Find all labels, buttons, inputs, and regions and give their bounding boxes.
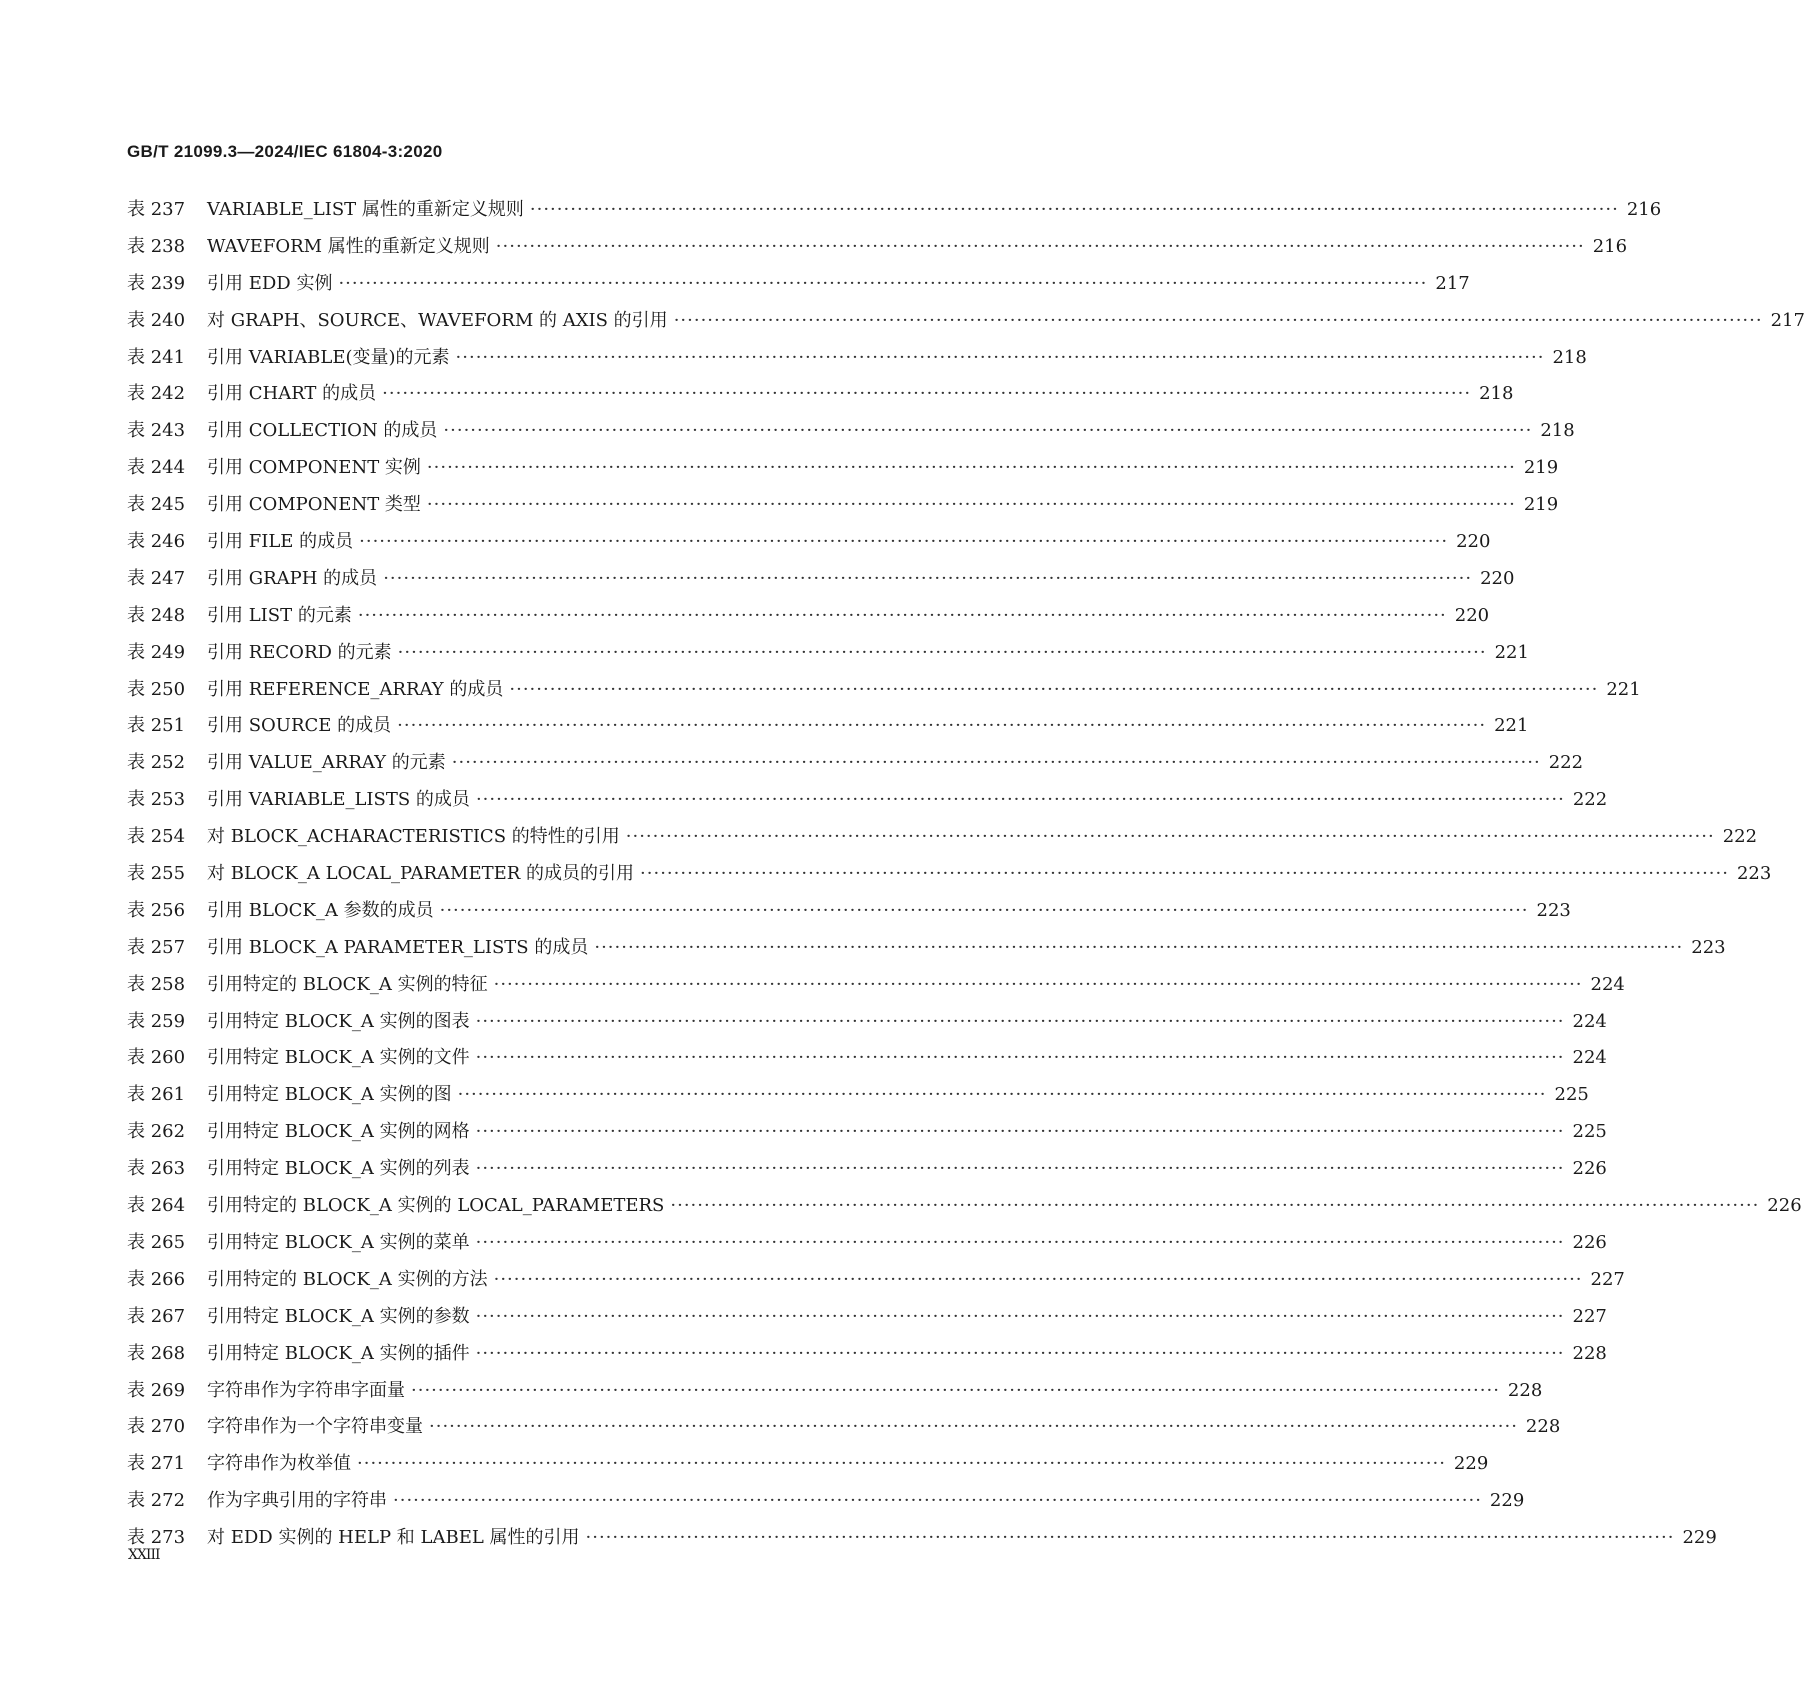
toc-entry-label: 表 263 [127, 1158, 186, 1180]
toc-entry-page: 222 [1548, 752, 1584, 774]
toc-entry-page: 216 [1626, 199, 1662, 220]
toc-entry[interactable] [127, 1114, 1607, 1151]
toc-entry-title: 引用特定的 BLOCK_A 实例的特征 [207, 973, 488, 995]
toc-entry-title: 引用特定 BLOCK_A 实例的网格 [207, 1121, 470, 1143]
toc-entry-label: 表 237 [127, 199, 186, 220]
toc-entry-title: 引用特定 BLOCK_A 实例的图 [207, 1084, 452, 1106]
toc-dot-leader [476, 1299, 1565, 1336]
toc-entry[interactable] [127, 1299, 1607, 1336]
toc-entry-page: 223 [1691, 936, 1726, 958]
toc-entry-label: 表 269 [127, 1379, 186, 1401]
toc-entry[interactable] [127, 1040, 1607, 1077]
toc-entry[interactable] [127, 1225, 1607, 1262]
toc-entry-page: 227 [1572, 1305, 1607, 1327]
toc-entry-label: 表 238 [127, 235, 186, 257]
toc-entry-title: 引用 RECORD 的元素 [207, 641, 392, 663]
toc-entry-label: 表 259 [127, 1010, 186, 1032]
toc-entry-title: 引用 CHART 的成员 [207, 383, 377, 405]
toc-entry[interactable] [127, 1409, 1561, 1446]
toc-entry-title: 对 BLOCK_ACHARACTERISTICS 的特性的引用 [207, 826, 620, 848]
toc-entry[interactable] [127, 967, 1625, 1004]
toc-entry[interactable] [127, 856, 1772, 893]
toc-entry-title: 引用特定 BLOCK_A 实例的参数 [207, 1305, 470, 1327]
toc-entry[interactable] [127, 1483, 1525, 1520]
toc-entry-page: 226 [1572, 1231, 1607, 1253]
toc-entry-page: 228 [1525, 1416, 1561, 1438]
standard-header: GB/T 21099.3—2024/IEC 61804-3:2020 [127, 142, 443, 161]
toc-dot-leader [476, 1040, 1565, 1077]
toc-entry-label: 表 249 [127, 641, 186, 663]
toc-entry-label: 表 267 [127, 1305, 186, 1327]
toc-entry-label: 表 243 [127, 420, 186, 442]
toc-entry-title: 对 BLOCK_A LOCAL_PARAMETER 的成员的引用 [207, 863, 635, 885]
toc-entry-page: 218 [1479, 383, 1514, 405]
toc-entry-page: 222 [1572, 789, 1608, 811]
toc-dot-leader [476, 1114, 1565, 1151]
toc-entry-page: 217 [1435, 272, 1470, 294]
toc-entry-title: 引用 VALUE_ARRAY 的元素 [207, 752, 446, 774]
toc-entry-title: 字符串作为枚举值 [207, 1453, 351, 1475]
toc-entry-title: 引用 COMPONENT 实例 [207, 457, 421, 479]
toc-entry[interactable] [127, 819, 1758, 856]
toc-entry-title: 引用特定的 BLOCK_A 实例的 LOCAL_PARAMETERS [207, 1195, 665, 1217]
toc-entry[interactable] [127, 893, 1571, 930]
toc-entry[interactable] [127, 782, 1608, 819]
toc-entry-page: 219 [1523, 494, 1559, 516]
toc-entry-page: 218 [1552, 346, 1587, 368]
toc-entry[interactable] [127, 487, 1559, 524]
toc-dot-leader [476, 1004, 1565, 1041]
toc-dot-leader [427, 487, 1516, 524]
toc-entry[interactable] [127, 192, 1662, 229]
toc-entry[interactable] [127, 1520, 1717, 1557]
toc-dot-leader [594, 930, 1683, 967]
toc-entry-title: 引用 FILE 的成员 [207, 531, 354, 553]
toc-entry-label: 表 256 [127, 899, 186, 921]
toc-entry-label: 表 247 [127, 567, 186, 589]
toc-dot-leader [509, 672, 1598, 709]
toc-dot-leader [357, 1446, 1446, 1483]
toc-entry[interactable] [127, 1262, 1625, 1299]
toc-dot-leader [338, 266, 1427, 303]
toc-entry-page: 221 [1494, 641, 1529, 663]
toc-entry-label: 表 265 [127, 1231, 186, 1253]
toc-entry[interactable] [127, 524, 1491, 561]
toc-entry-title: 引用特定的 BLOCK_A 实例的方法 [207, 1268, 488, 1290]
toc-dot-leader [494, 967, 1583, 1004]
toc-dot-leader [640, 856, 1729, 893]
toc-entry[interactable] [127, 1373, 1543, 1410]
toc-entry-label: 表 257 [127, 936, 186, 958]
toc-dot-leader [440, 893, 1529, 930]
toc-entry-title: WAVEFORM 属性的重新定义规则 [207, 235, 490, 257]
toc-entry-page: 223 [1736, 863, 1772, 885]
toc-dot-leader [496, 229, 1585, 266]
toc-entry-title: 引用特定 BLOCK_A 实例的图表 [207, 1010, 470, 1032]
toc-entry-title: 引用 REFERENCE_ARRAY 的成员 [207, 678, 504, 700]
toc-dot-leader [452, 745, 1541, 782]
toc-entry[interactable] [127, 598, 1490, 635]
toc-entry[interactable] [127, 229, 1628, 266]
toc-entry-label: 表 258 [127, 973, 186, 995]
toc-dot-leader [626, 819, 1715, 856]
toc-entry-label: 表 251 [127, 715, 186, 737]
toc-entry-page: 224 [1590, 973, 1625, 995]
toc-entry-title: 引用 VARIABLE(变量)的元素 [207, 346, 450, 368]
toc-entry-label: 表 252 [127, 752, 186, 774]
toc-dot-leader [443, 413, 1532, 450]
toc-entry-label: 表 242 [127, 383, 186, 405]
toc-entry-page: 224 [1572, 1047, 1607, 1069]
toc-entry[interactable] [127, 1004, 1607, 1041]
toc-entry-page: 219 [1523, 457, 1559, 479]
toc-entry-title: 引用 EDD 实例 [207, 272, 333, 294]
toc-entry-page: 227 [1590, 1268, 1625, 1290]
toc-entry-label: 表 268 [127, 1342, 186, 1364]
toc-entry[interactable] [127, 1336, 1607, 1373]
toc-entry[interactable] [127, 1151, 1607, 1188]
toc-entry-label: 表 246 [127, 531, 186, 553]
toc-entry-title: 引用 VARIABLE_LISTS 的成员 [207, 789, 470, 811]
toc-entry[interactable] [127, 450, 1559, 487]
toc-dot-leader [359, 524, 1448, 561]
toc-entry-label: 表 254 [127, 826, 186, 848]
toc-entry-page: 229 [1453, 1453, 1489, 1475]
toc-dot-leader [458, 1077, 1547, 1114]
toc-entry-title: 引用 LIST 的元素 [207, 604, 352, 626]
toc-dot-leader [476, 1225, 1565, 1262]
toc-entry-label: 表 273 [127, 1527, 186, 1549]
toc-entry[interactable] [127, 672, 1641, 709]
toc-entry-page: 223 [1536, 899, 1571, 921]
toc-entry-page: 226 [1572, 1158, 1607, 1180]
toc-dot-leader [383, 561, 1472, 598]
toc-entry-label: 表 241 [127, 346, 186, 368]
toc-dot-leader [397, 708, 1486, 745]
toc-dot-leader [476, 1151, 1565, 1188]
toc-entry-page: 220 [1456, 531, 1491, 553]
toc-entry-page: 229 [1489, 1490, 1525, 1512]
toc-entry-page: 221 [1606, 678, 1641, 700]
toc-entry-title: 引用 BLOCK_A PARAMETER_LISTS 的成员 [207, 936, 589, 958]
toc-dot-leader [427, 450, 1516, 487]
toc-entry[interactable] [127, 303, 1805, 340]
toc-dot-leader [358, 598, 1447, 635]
toc-dot-leader [586, 1520, 1675, 1557]
toc-entry-label: 表 253 [127, 789, 186, 811]
toc-dot-leader [429, 1409, 1518, 1446]
toc-entry-page: 225 [1572, 1121, 1607, 1143]
toc-dot-leader [393, 1483, 1482, 1520]
toc-entry-title: 引用 COMPONENT 类型 [207, 494, 421, 516]
toc-entry-page: 224 [1572, 1010, 1607, 1032]
toc-dot-leader [494, 1262, 1583, 1299]
table-of-contents [127, 192, 1805, 1557]
toc-entry[interactable] [127, 413, 1575, 450]
toc-entry-label: 表 250 [127, 678, 186, 700]
toc-dot-leader [670, 1188, 1759, 1225]
toc-dot-leader [476, 782, 1565, 819]
toc-entry-title: VARIABLE_LIST 属性的重新定义规则 [207, 199, 524, 220]
toc-entry-label: 表 245 [127, 494, 186, 516]
toc-entry-title: 字符串作为一个字符串变量 [207, 1416, 423, 1438]
toc-entry[interactable] [127, 340, 1587, 377]
toc-entry-page: 221 [1494, 715, 1529, 737]
toc-entry-title: 字符串作为字符串字面量 [207, 1379, 405, 1401]
toc-entry-title: 对 EDD 实例的 HELP 和 LABEL 属性的引用 [207, 1527, 580, 1549]
page-number: XXIII [128, 1547, 160, 1563]
toc-dot-leader [476, 1336, 1565, 1373]
toc-entry-label: 表 272 [127, 1490, 186, 1512]
toc-entry[interactable] [127, 930, 1726, 967]
toc-entry-page: 229 [1682, 1527, 1717, 1549]
toc-entry-title: 引用特定 BLOCK_A 实例的菜单 [207, 1231, 470, 1253]
toc-dot-leader [530, 192, 1619, 229]
toc-entry[interactable] [127, 708, 1529, 745]
toc-entry[interactable] [127, 1188, 1802, 1225]
toc-entry-page: 222 [1722, 826, 1758, 848]
toc-entry-label: 表 240 [127, 309, 186, 331]
toc-entry[interactable] [127, 1446, 1489, 1483]
toc-entry-label: 表 244 [127, 457, 186, 479]
toc-entry-label: 表 266 [127, 1268, 186, 1290]
toc-entry[interactable] [127, 1077, 1589, 1114]
toc-entry-title: 引用 COLLECTION 的成员 [207, 420, 438, 442]
toc-entry-title: 引用特定 BLOCK_A 实例的插件 [207, 1342, 470, 1364]
toc-entry-title: 引用特定 BLOCK_A 实例的文件 [207, 1047, 470, 1069]
toc-entry-page: 228 [1507, 1379, 1543, 1401]
toc-entry-title: 作为字典引用的字符串 [207, 1490, 387, 1512]
toc-entry-page: 220 [1454, 604, 1490, 626]
toc-entry-label: 表 271 [127, 1453, 186, 1475]
toc-dot-leader [674, 303, 1763, 340]
toc-entry-label: 表 255 [127, 863, 186, 885]
toc-entry-label: 表 239 [127, 272, 186, 294]
toc-entry-title: 引用 BLOCK_A 参数的成员 [207, 899, 434, 921]
toc-entry-label: 表 248 [127, 604, 186, 626]
toc-dot-leader [398, 635, 1487, 672]
toc-entry-title: 引用 GRAPH 的成员 [207, 567, 378, 589]
toc-entry-page: 228 [1572, 1342, 1607, 1364]
toc-entry-label: 表 261 [127, 1084, 186, 1106]
toc-entry-page: 217 [1770, 309, 1805, 331]
toc-entry-page: 216 [1592, 235, 1628, 257]
toc-entry[interactable] [127, 635, 1529, 672]
toc-dot-leader [456, 340, 1545, 377]
toc-entry-title: 对 GRAPH、SOURCE、WAVEFORM 的 AXIS 的引用 [207, 309, 668, 331]
toc-entry-title: 引用特定 BLOCK_A 实例的列表 [207, 1158, 470, 1180]
toc-dot-leader [382, 376, 1471, 413]
toc-entry[interactable] [127, 561, 1515, 598]
toc-entry-page: 225 [1554, 1084, 1589, 1106]
toc-dot-leader [411, 1373, 1500, 1410]
toc-entry[interactable] [127, 376, 1514, 413]
toc-entry-label: 表 264 [127, 1195, 186, 1217]
toc-entry-label: 表 260 [127, 1047, 186, 1069]
toc-entry-label: 表 262 [127, 1121, 186, 1143]
toc-entry-title: 引用 SOURCE 的成员 [207, 715, 392, 737]
toc-entry-page: 226 [1767, 1195, 1802, 1217]
toc-entry-page: 220 [1480, 567, 1515, 589]
toc-entry-page: 218 [1540, 420, 1575, 442]
toc-entry[interactable] [127, 266, 1470, 303]
toc-entry-label: 表 270 [127, 1416, 186, 1438]
toc-entry[interactable] [127, 745, 1584, 782]
